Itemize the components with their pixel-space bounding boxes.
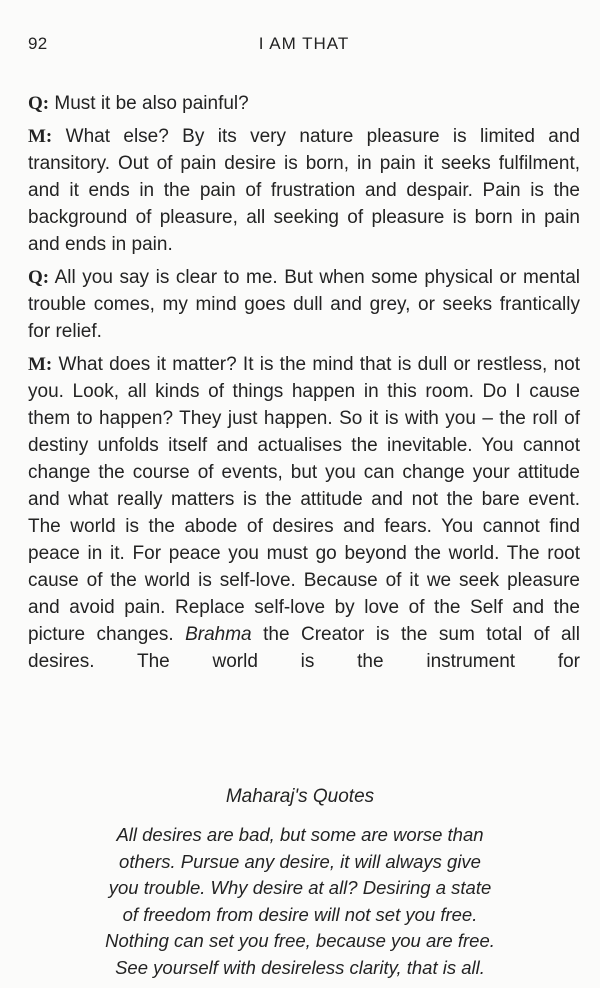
dialogue-text: All you say is clear to me. But when some physical or mental trouble comes, my mind goes dull and grey, or seeks frantically for relief. — [28, 267, 580, 342]
running-header — [28, 34, 580, 58]
speaker-label: Q: — [28, 93, 50, 114]
dialogue-paragraph — [28, 123, 580, 258]
dialogue-text: What else? By its very nature pleasure is limited and transitory. Out of pain desire is born, in pain it seeks fulfilment, and it ends in the pain of frustration and despair. Pain is the background of pleasure, all seeking of pleasure is born in pain and ends in pain. — [28, 126, 580, 255]
quote-line: See yourself with desireless clarity, that is all. — [115, 956, 485, 978]
dialogue-paragraph — [28, 351, 580, 675]
dialogue-paragraph — [28, 90, 580, 117]
dialogue-text: Must it be also painful? — [49, 93, 249, 114]
maharaj-quotes-box — [40, 786, 560, 981]
dialogue-text: the Creator is the sum total of all desires. The world is the instrument for — [28, 624, 580, 672]
quote-line: others. Pursue any desire, it will always give — [119, 850, 481, 872]
italic-term: Brahma — [185, 624, 252, 645]
speaker-label: M: — [28, 126, 53, 147]
page-number: 92 — [28, 34, 48, 53]
quote-line: of freedom from desire will not set you free. — [122, 903, 478, 925]
dialogue-text: What does it matter? It is the mind that is dull or restless, not you. Look, all kinds of things happen in this room. Do I cause them to happen? They just happen. So it is with you – the roll of destiny unfolds itself and actualises the inevitable. You cannot change the course of events, but you can change your attitude and what really matters is the attitude and not the bare event. The world is the abode of desires and fears. You cannot find peace in it. For peace you must go beyond the world. The root cause of the world is self-love. Because of it we seek pleasure and avoid pain. Replace self-love by love of the Self and the picture changes. — [28, 354, 580, 645]
book-title: I AM THAT — [258, 34, 350, 53]
dialogue-paragraph — [28, 264, 580, 345]
speaker-label: Q: — [28, 267, 50, 288]
dialogue-body — [28, 90, 580, 681]
quote-line: Nothing can set you free, because you are free. — [105, 930, 495, 951]
quote-heading: Maharaj's Quotes — [225, 786, 375, 807]
quote-line: you trouble. Why desire at all? Desiring a state — [108, 877, 492, 898]
quote-line: All desires are bad, but some are worse than — [116, 824, 484, 845]
speaker-label: M: — [28, 354, 53, 375]
quote-text — [40, 822, 560, 981]
